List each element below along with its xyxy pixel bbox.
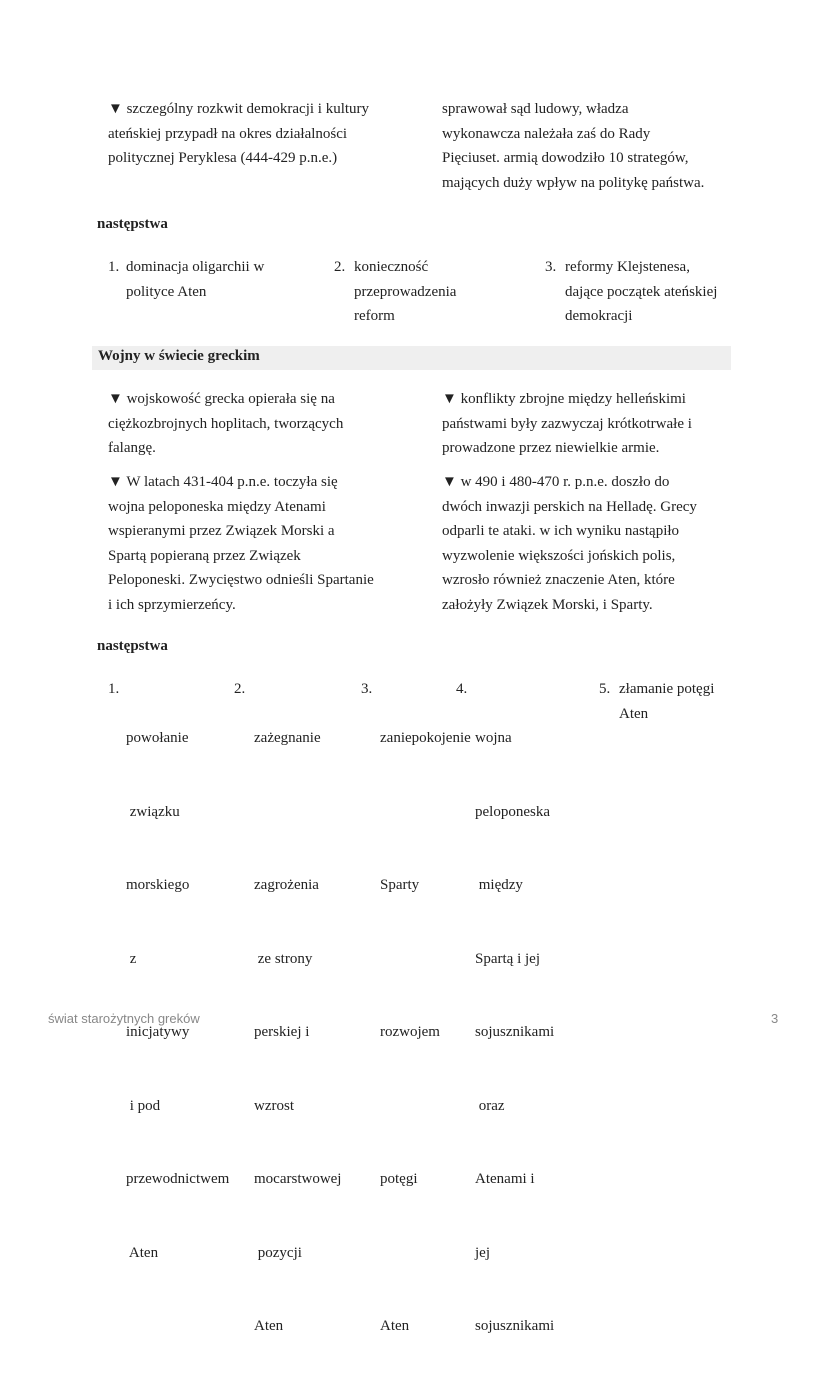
list-text-line: reform [354,308,395,324]
list-text-line: Sparty [380,877,420,893]
list-text-line: złamanie potęgi [619,681,715,697]
list-text-line: zaniepokojenie [380,730,471,746]
text-line: wykonawcza należała zaś do Rady [442,125,651,142]
text-line: falangę. [108,440,156,456]
list-text-line [254,800,341,825]
list-text-line: demokracji [565,308,633,324]
list-text-line: sojusznikami [475,1318,555,1334]
list-text-line: i pod [126,1097,161,1114]
text-line: Spartą popieraną przez Związek [108,547,301,564]
text-line: ▼ konflikty zbrojne między helleńskimi [442,391,686,407]
text-line: i ich sprzymierzeńcy. [108,596,236,613]
text-line: ciężkozbrojnych hoplitach, tworzących [108,415,344,432]
consequences-heading: następstwa [97,216,168,232]
wars-left-paragraph-2 [108,470,374,617]
wars-left-paragraph-1 [108,387,343,461]
list-text-line: ze strony [254,950,313,967]
section-heading-bar [92,346,731,370]
consequences-heading: następstwa [97,638,168,654]
list-text-line: jej [475,1244,490,1261]
top-right-paragraph [442,97,704,195]
list-text-line: zagrożenia [254,877,319,893]
list-number: 2. [334,259,346,275]
list-text-line: pozycji [254,1244,302,1261]
text-line: ▼ w 490 i 480-470 r. p.n.e. doszło do [442,474,670,490]
text-line: wzrosło również znaczenie Aten, które [442,572,675,588]
list-text-line: Aten [380,1318,410,1334]
list-text-line: rozwojem [380,1024,440,1040]
page-number: 3 [771,1011,779,1026]
text-line: odparli te ataki. w ich wyniku nastąpiło [442,523,680,539]
text-line: wyzwolenie większości jońskich polis, [442,547,676,564]
text-line: założyły Związek Morski, i Sparty. [442,596,653,613]
list-number: 3. [545,259,557,275]
list-text-line: inicjatywy [126,1024,190,1040]
list-text-line: Atenami i [475,1171,535,1187]
list-text-line: konieczność [354,259,429,275]
list-text-line [380,947,471,972]
list-number: 5. [599,681,611,697]
list-number: 2. [234,681,246,697]
list-text-line: oraz [475,1097,505,1114]
list-text-line: związku [126,803,180,820]
text-line: wspieranymi przez Związek Morski a [108,523,335,539]
list-text-line: reformy Klejstenesa, [565,259,690,275]
list-text-line: peloponeska [475,803,550,820]
text-line: prowadzone przez niewielkie armie. [442,440,660,456]
list-text-line: powołanie [126,730,189,746]
list-text-line: polityce Aten [126,283,207,300]
list-text-line: między [475,877,523,893]
list-text-line: perskiej i [254,1024,310,1040]
list-text-line [380,1094,471,1119]
list-number: 4. [456,681,468,697]
text-line: ▼ W latach 431-404 p.n.e. toczyła się [108,474,338,490]
list-number: 1. [108,259,120,275]
list-text-line [380,1241,471,1266]
text-line: mających duży wpływ na politykę państwa. [442,174,705,191]
list-text-line: Spartą i jej [475,950,540,967]
text-line: ▼ szczególny rozkwit demokracji i kultury [108,101,370,117]
text-line: państwami były zazwyczaj krótkotrwałe i [442,415,692,432]
list-text-line: Aten [254,1318,284,1334]
text-line: ateńskiej przypadł na okres działalności [108,125,348,142]
list-text-line: dające początek ateńskiej [565,283,718,300]
list-text-line: zażegnanie [254,730,321,746]
list-text-line: sojusznikami [475,1024,555,1040]
list-text-line: przeprowadzenia [354,283,457,300]
list-text-line: Aten [126,1244,159,1261]
text-line: politycznej Peryklesa (444-429 p.n.e.) [108,150,338,166]
section-heading: Wojny w świecie greckim [98,348,260,364]
list-text-line: morskiego [126,877,190,893]
text-line: Peloponeski. Zwycięstwo odnieśli Spartanie [108,572,374,588]
footer-title: świat starożytnych greków [48,1011,200,1026]
list-text-line: Aten [619,705,649,722]
list-text-line: z [126,950,137,967]
list-text-line: potęgi [380,1171,418,1187]
wars-right-paragraph-2 [442,470,697,617]
text-line: Pięciuset. armią dowodziło 10 strategów, [442,150,689,166]
top-left-paragraph [108,97,369,171]
wars-right-paragraph-1 [442,387,692,461]
text-line: dwóch inwazji perskich na Helladę. Grecy [442,498,697,515]
text-line: ▼ wojskowość grecka opierała się na [108,391,335,407]
text-line: wojna peloponeska między Atenami [108,498,326,515]
list-number: 1. [108,681,120,697]
list-number: 3. [361,681,373,697]
list-text-line [380,800,471,825]
list-text-line: wojna [475,730,512,746]
list-text-line: mocarstwowej [254,1171,342,1187]
list-text-line: przewodnictwem [126,1171,230,1187]
list-text-line: dominacja oligarchii w [126,259,265,275]
list-text-line: wzrost [254,1097,294,1114]
text-line: sprawował sąd ludowy, władza [442,101,629,117]
